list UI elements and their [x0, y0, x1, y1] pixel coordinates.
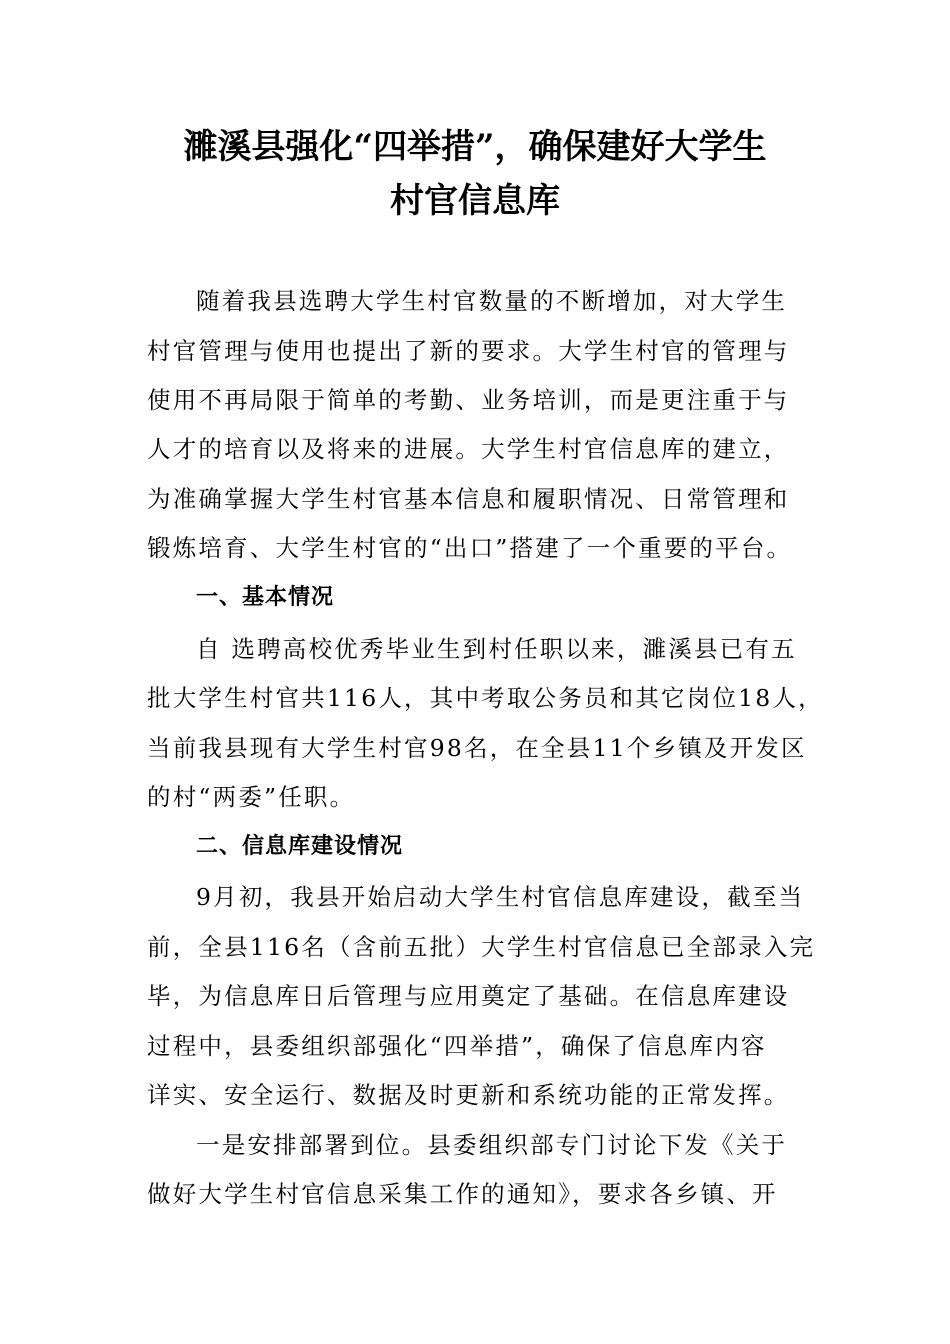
paragraph-4-line-1: 一是安排部署到位。县委组织部专门讨论下发《关于: [196, 1131, 788, 1159]
paragraph-3-line-5: 详实、安全运行、数据及时更新和系统功能的正常发挥。: [147, 1081, 790, 1109]
paragraph-4-line-2: 做好大学生村官信息采集工作的通知》，要求各乡镇、开: [147, 1180, 778, 1208]
paragraph-1-line-1: 随着我县选聘大学生村官数量的不断增加，对大学生: [196, 287, 788, 315]
paragraph-2-line-1: 自 选聘高校优秀毕业生到村任职以来，濉溪县已有五: [196, 635, 797, 663]
paragraph-3-line-2: 前，全县116名（含前五批）大学生村官信息已全部录入完: [147, 933, 816, 961]
document-title-line-1: 濉溪县强化“四举措”，确保建好大学生: [183, 127, 767, 167]
paragraph-2-line-4: 的村“两委”任职。: [147, 783, 356, 811]
paragraph-2-line-3: 当前我县现有大学生村官98名，在全县11个乡镇及开发区: [147, 734, 807, 762]
paragraph-1-line-2: 村官管理与使用也提出了新的要求。大学生村官的管理与: [147, 337, 790, 365]
section-heading-basic-info: 一、基本情况: [196, 585, 335, 610]
document-title-line-2: 村官信息库: [390, 181, 560, 221]
paragraph-1-line-4: 人才的培育以及将来的进展。大学生村官信息库的建立，: [147, 435, 790, 463]
paragraph-1-line-6: 锻炼培育、大学生村官的“出口”搭建了一个重要的平台。: [147, 534, 793, 562]
paragraph-3-line-4: 过程中，县委组织部强化“四举措”，确保了信息库内容: [147, 1032, 767, 1060]
paragraph-1-line-3: 使用不再局限于简单的考勤、业务培训，而是更注重于与: [147, 386, 790, 414]
paragraph-3-line-1: 9月初，我县开始启动大学生村官信息库建设，截至当: [196, 883, 805, 911]
section-heading-database-construction: 二、信息库建设情况: [196, 834, 404, 859]
paragraph-1-line-5: 为准确掌握大学生村官基本信息和履职情况、日常管理和: [147, 485, 790, 513]
paragraph-3-line-3: 毕，为信息库日后管理与应用奠定了基础。在信息库建设: [147, 982, 790, 1010]
paragraph-2-line-2: 批大学生村官共116人，其中考取公务员和其它岗位18人，: [147, 684, 824, 712]
